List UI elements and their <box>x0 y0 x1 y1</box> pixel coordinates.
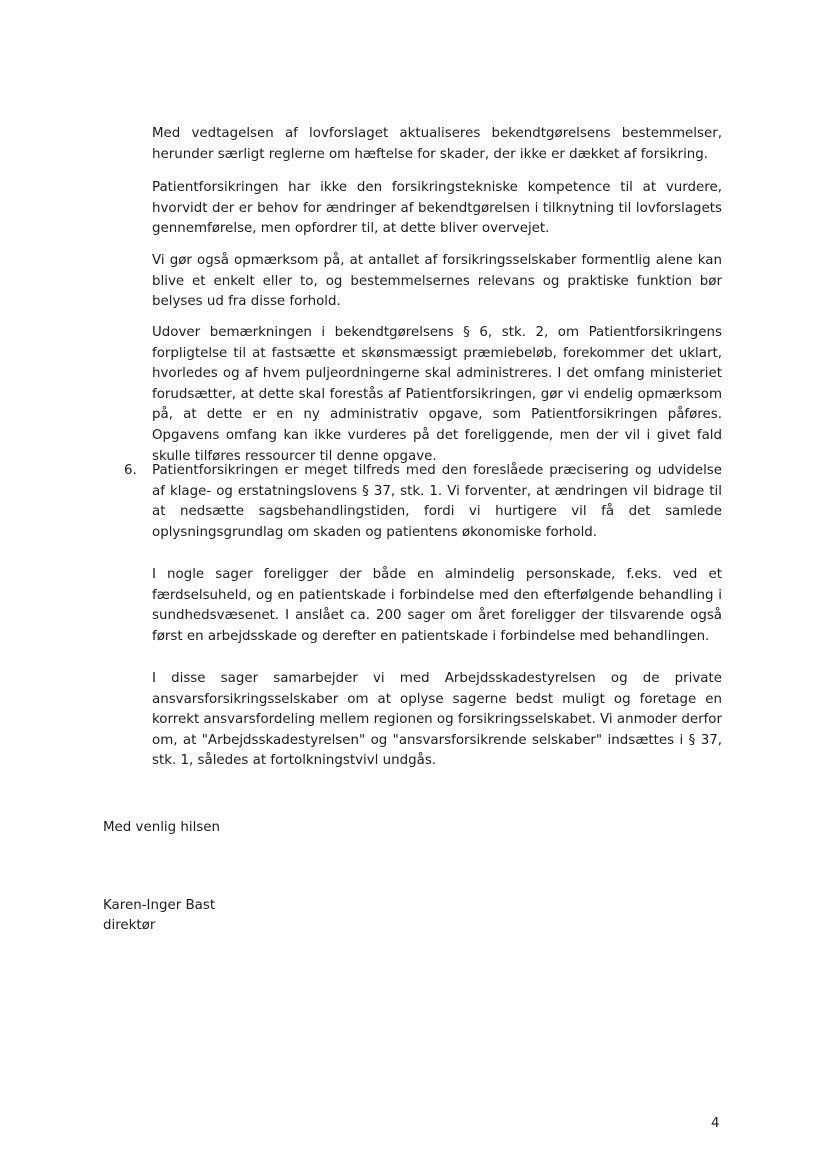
paragraph-forsikringsteknisk-kompetence: Patientforsikringen har ikke den forsikringstekniske kompetence til at vurdere, hvorvidt der er behov for ændringer af bekendtgørelsen i tilknytning til lovforslagets gennemførelse, men opfordrer til, at dette bliver overvejet. <box>152 180 722 237</box>
signatory-title: direktør <box>103 918 156 933</box>
page-number: 4 <box>711 1116 720 1131</box>
paragraph-item6-samarbejde: I disse sager samarbejder vi med Arbejdsskadestyrelsen og de private ansvarsforsikringsselskaber om at oplyse sagerne bedst muligt og foretage en korrekt ansvarsfordeling mellem regionen og forsikringsselskabet. Vi anmoder derfor om, at "Arbejdsskadestyrelsen" og "ansvarsforsikrende selskaber" indsættes i § 37, stk. 1, således at fortolkningstvivl undgås. <box>152 671 722 769</box>
paragraph-antal-forsikringsselskaber: Vi gør også opmærksom på, at antallet af forsikringsselskaber formentlig alene kan blive et enkelt eller to, og bestemmelsernes relevans og praktiske funktion bør belyses ud fra disse forhold. <box>152 253 722 310</box>
signatory-name: Karen-Inger Bast <box>103 898 216 913</box>
paragraph-hæftelse: Med vedtagelsen af lovforslaget aktualiseres bekendtgørelsens bestemmelser, herunder særligt reglerne om hæftelse for skader, der ikke er dækket af forsikring. <box>152 126 722 162</box>
closing-greeting: Med venlig hilsen <box>103 820 221 835</box>
paragraph-item6-sager: I nogle sager foreligger der både en almindelig personskade, f.eks. ved et færdselsuheld, og en patientskade i forbindelse med den efterfølgende behandling i sundhedsvæsenet. I anslået ca. 200 sager om året foreligger der tilsvarende også først en arbejdsskade og derefter en patientskade i forbindelse med behandlingen. <box>152 567 722 644</box>
paragraph-item6-precisering: Patientforsikringen er meget tilfreds med den foreslåede præcisering og udvidelse af klage- og erstatningslovens § 37, stk. 1. Vi forventer, at ændringen vil bidrage til at nedsætte sagsbehandlingstiden, fordi vi hurtigere vil få det samlede oplysningsgrundlag om skaden og patientens økonomiske forhold. <box>152 463 722 540</box>
paragraph-puljeordninger: Udover bemærkningen i bekendtgørelsens § 6, stk. 2, om Patientforsikringens forpligtelse til at fastsætte et skønsmæssigt præmiebeløb, forekommer det uklart, hvorledes og af hvem puljeordningerne skal administreres. I det omfang ministeriet forudsætter, at dette skal forestås af Patientforsikringen, gør vi endelig opmærksom på, at dette er en ny administrativ opgave, som Patientforsikringen påføres. Opgavens omfang kan ikke vurderes på det foreliggende, men der vil i givet fald skulle tilføres ressourcer til denne opgave. <box>152 325 722 464</box>
list-number-6: 6. <box>124 463 137 478</box>
